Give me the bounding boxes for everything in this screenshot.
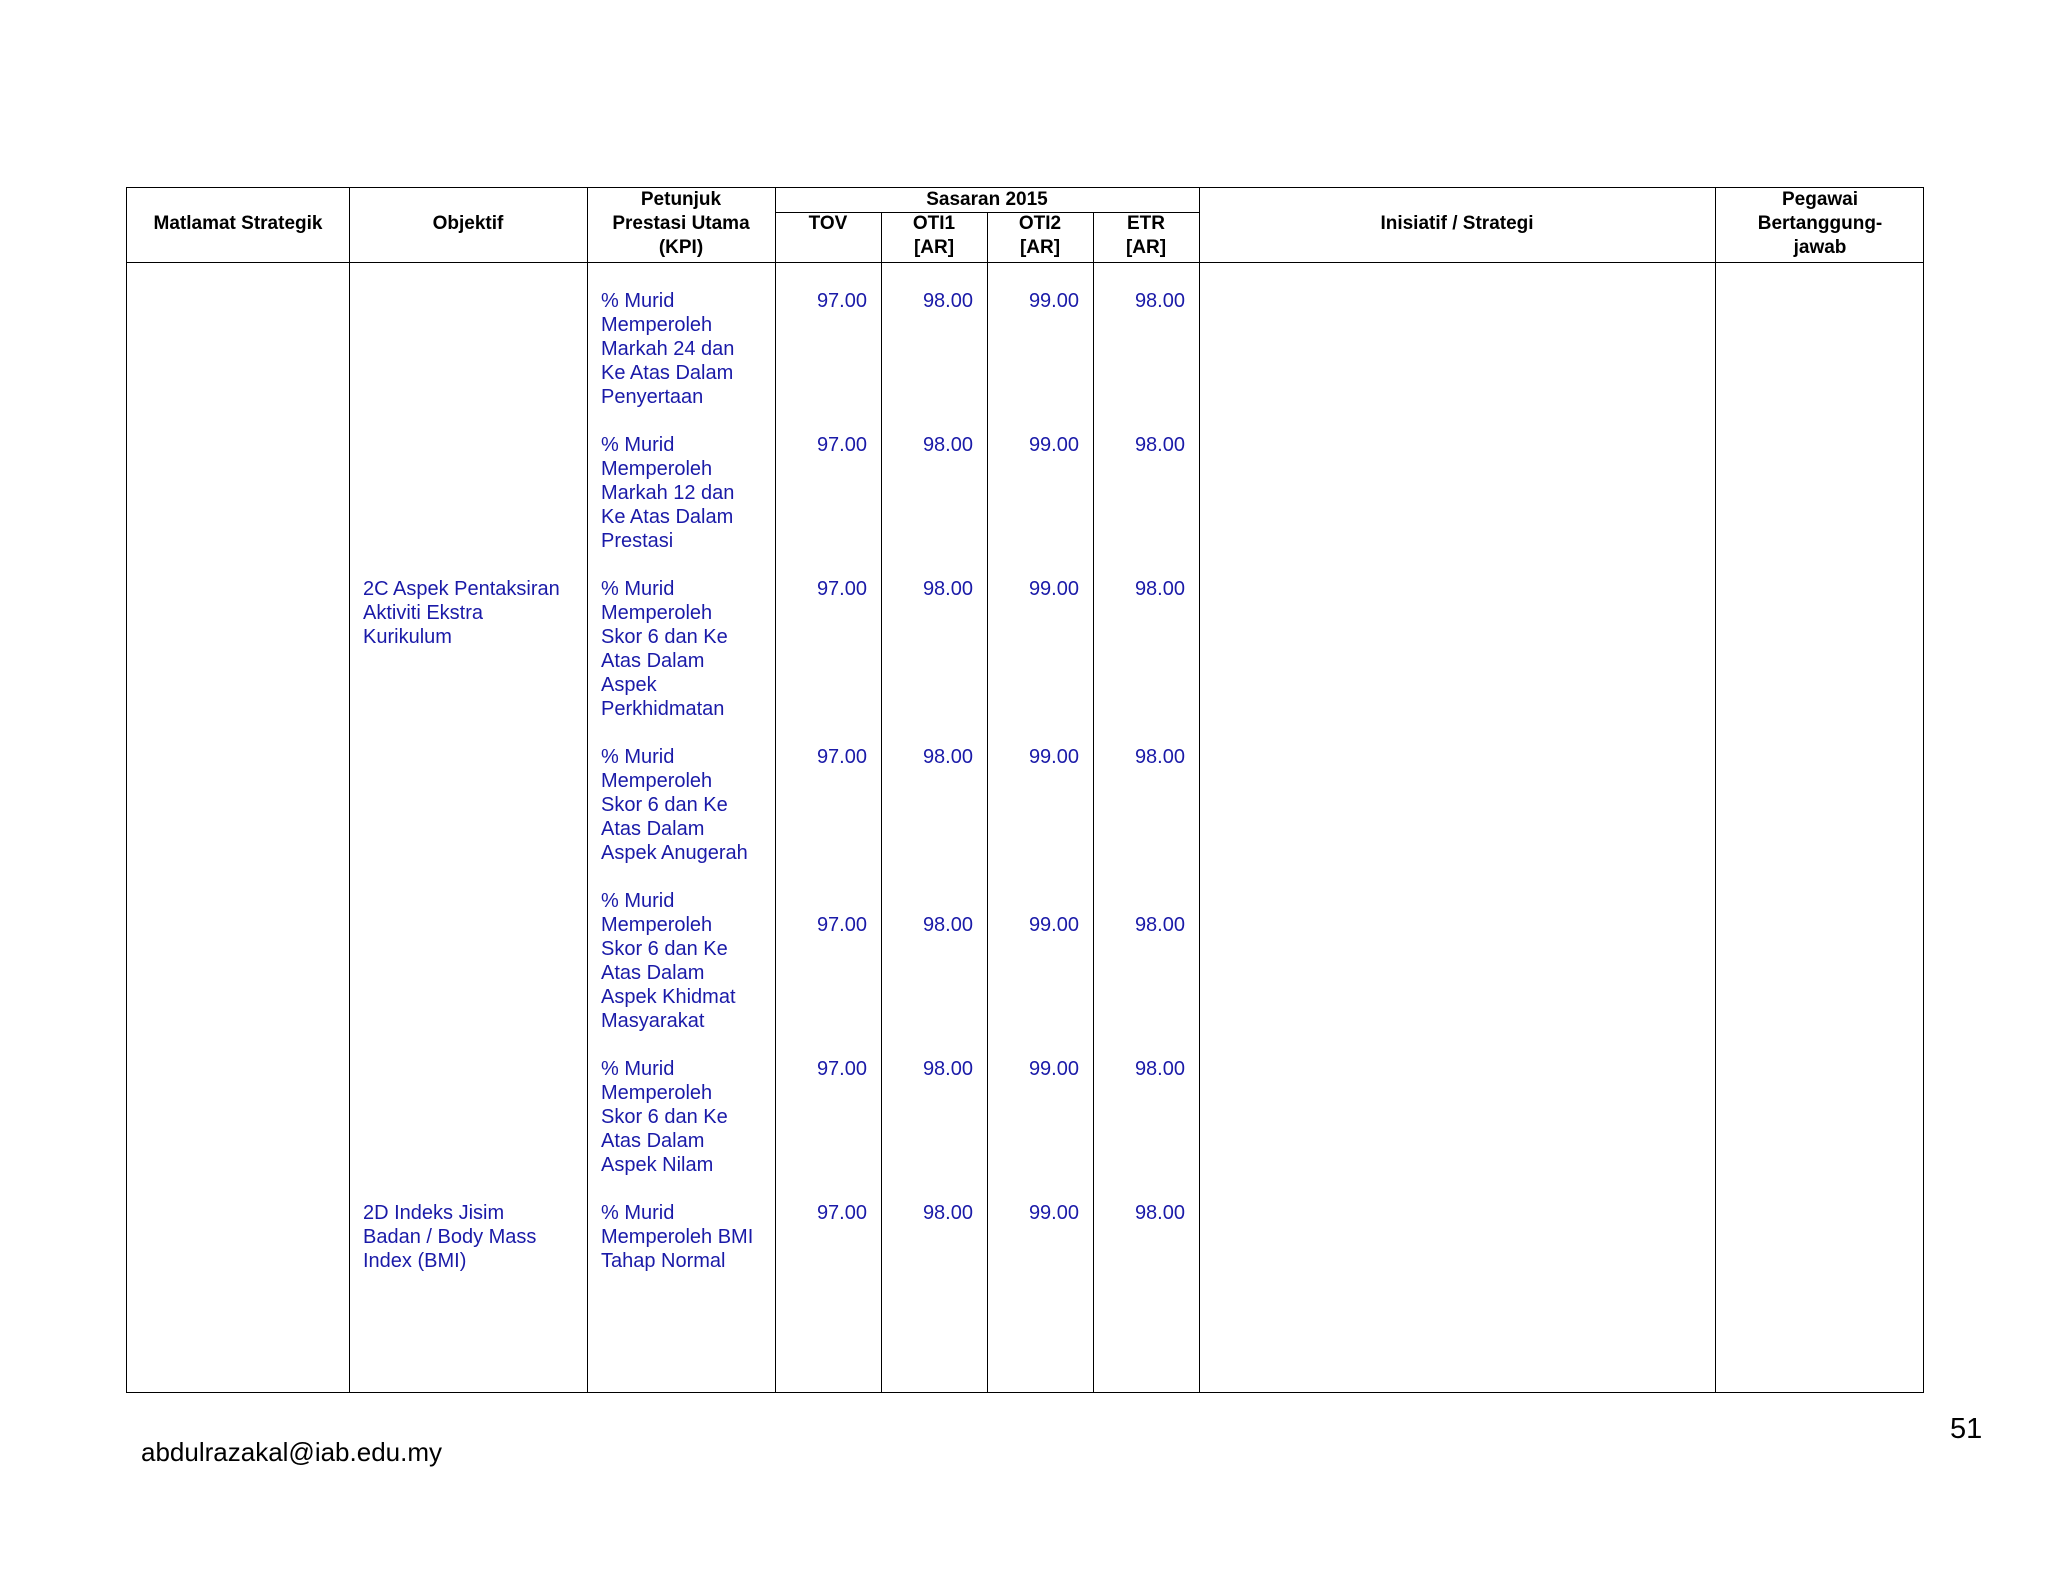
kpi-cell [601,433,773,553]
kpi-line: Aspek Khidmat [601,986,736,1008]
kpi-line: Atas Dalam [601,1130,705,1152]
oti2-value: 99.00 [1028,1202,1079,1224]
kpi-line: Memperoleh [601,458,713,480]
header-etr [1093,212,1199,260]
oti1-value: 98.00 [922,1202,973,1224]
kpi-table [126,187,1924,1393]
tov-value: 97.00 [816,578,867,600]
header-oti2-line: OTI2 [1018,213,1062,234]
kpi-line: Atas Dalam [601,962,705,984]
kpi-line: Prestasi [601,530,674,552]
objective-line: Kurikulum [363,626,452,648]
kpi-cell [601,577,773,721]
oti1-value: 98.00 [922,1058,973,1080]
oti2-value: 99.00 [1028,914,1079,936]
kpi-line: Masyarakat [601,1010,705,1032]
oti1-value: 98.00 [922,746,973,768]
etr-value: 98.00 [1134,434,1185,456]
tov-value: 97.00 [816,914,867,936]
tov-value: 97.00 [816,1202,867,1224]
kpi-line: Ke Atas Dalam [601,362,734,384]
oti2-value: 99.00 [1028,746,1079,768]
kpi-line: Atas Dalam [601,818,705,840]
kpi-line: % Murid [601,290,675,312]
header-kpi-line: (KPI) [658,237,704,258]
etr-value: 98.00 [1134,914,1185,936]
kpi-line: Memperoleh [601,314,713,336]
header-oti1 [881,212,987,260]
etr-value: 98.00 [1134,1058,1185,1080]
header-oti1-line: [AR] [913,237,955,258]
oti2-value: 99.00 [1028,290,1079,312]
kpi-line: % Murid [601,746,675,768]
tov-value: 97.00 [816,746,867,768]
header-objektif: Objektif [432,213,504,234]
oti2-value: 99.00 [1028,1058,1079,1080]
footer-email: abdulrazakal@iab.edu.my [141,1437,443,1467]
kpi-line: Ke Atas Dalam [601,506,734,528]
objective-line: 2D Indeks Jisim [363,1202,505,1224]
tov-value: 97.00 [816,434,867,456]
objective-2c [363,577,583,649]
etr-value: 98.00 [1134,746,1185,768]
objective-line: Badan / Body Mass [363,1226,537,1248]
header-pegawai-line: jawab [1793,237,1847,258]
kpi-cell [601,889,773,1033]
col-divider [1715,188,1716,1392]
kpi-cell [601,745,773,865]
kpi-line: Memperoleh [601,770,713,792]
kpi-line: Memperoleh [601,602,713,624]
header-etr-line: [AR] [1125,237,1167,258]
tov-value: 97.00 [816,1058,867,1080]
kpi-cell [601,289,773,409]
kpi-line: Tahap Normal [601,1250,726,1272]
objective-line: Aktiviti Ekstra [363,602,484,624]
kpi-line: Memperoleh BMI [601,1226,754,1248]
kpi-line: Markah 12 dan [601,482,735,504]
kpi-line: % Murid [601,578,675,600]
etr-value: 98.00 [1134,290,1185,312]
header-kpi-line: Prestasi Utama [612,213,750,234]
col-divider [349,188,350,1392]
kpi-line: % Murid [601,434,675,456]
kpi-cell [601,1201,773,1273]
etr-value: 98.00 [1134,578,1185,600]
kpi-line: Aspek Anugerah [601,842,748,864]
header-sasaran-2015: Sasaran 2015 [926,189,1048,210]
col-divider [1199,188,1200,1392]
kpi-line: Skor 6 dan Ke [601,938,728,960]
oti1-value: 98.00 [922,434,973,456]
header-oti2-line: [AR] [1019,237,1061,258]
kpi-line: Skor 6 dan Ke [601,626,728,648]
kpi-line: % Murid [601,1058,675,1080]
header-tov: TOV [808,213,848,234]
col-divider [587,188,588,1392]
header-bottom-border [127,262,1923,263]
oti2-value: 99.00 [1028,578,1079,600]
kpi-line: % Murid [601,890,675,912]
objective-line: 2C Aspek Pentaksiran [363,578,560,600]
kpi-line: Aspek Nilam [601,1154,714,1176]
kpi-cell [601,1057,773,1177]
oti1-value: 98.00 [922,578,973,600]
oti1-value: 98.00 [922,290,973,312]
header-etr-line: ETR [1127,213,1165,234]
header-kpi [587,188,775,260]
kpi-line: Skor 6 dan Ke [601,794,728,816]
kpi-line: Skor 6 dan Ke [601,1106,728,1128]
header-kpi-line: Petunjuk [640,189,722,210]
kpi-line: Penyertaan [601,386,704,408]
kpi-line: Aspek [601,674,657,696]
header-pegawai [1715,188,1925,260]
header-oti2 [987,212,1093,260]
tov-value: 97.00 [816,290,867,312]
header-inisiatif-strategi: Inisiatif / Strategi [1380,213,1534,234]
oti1-value: 98.00 [922,914,973,936]
objective-2d [363,1201,583,1273]
kpi-line: Markah 24 dan [601,338,735,360]
header-matlamat-strategik: Matlamat Strategik [153,213,323,234]
page-number: 51 [1950,1413,1983,1445]
header-pegawai-line: Pegawai [1781,189,1859,210]
header-oti1-line: OTI1 [912,213,956,234]
oti2-value: 99.00 [1028,434,1079,456]
kpi-line: Memperoleh [601,914,713,936]
kpi-line: Perkhidmatan [601,698,725,720]
kpi-line: Memperoleh [601,1082,713,1104]
kpi-line: Atas Dalam [601,650,705,672]
header-pegawai-line: Bertanggung- [1757,213,1883,234]
etr-value: 98.00 [1134,1202,1185,1224]
objective-line: Index (BMI) [363,1250,467,1272]
kpi-line: % Murid [601,1202,675,1224]
